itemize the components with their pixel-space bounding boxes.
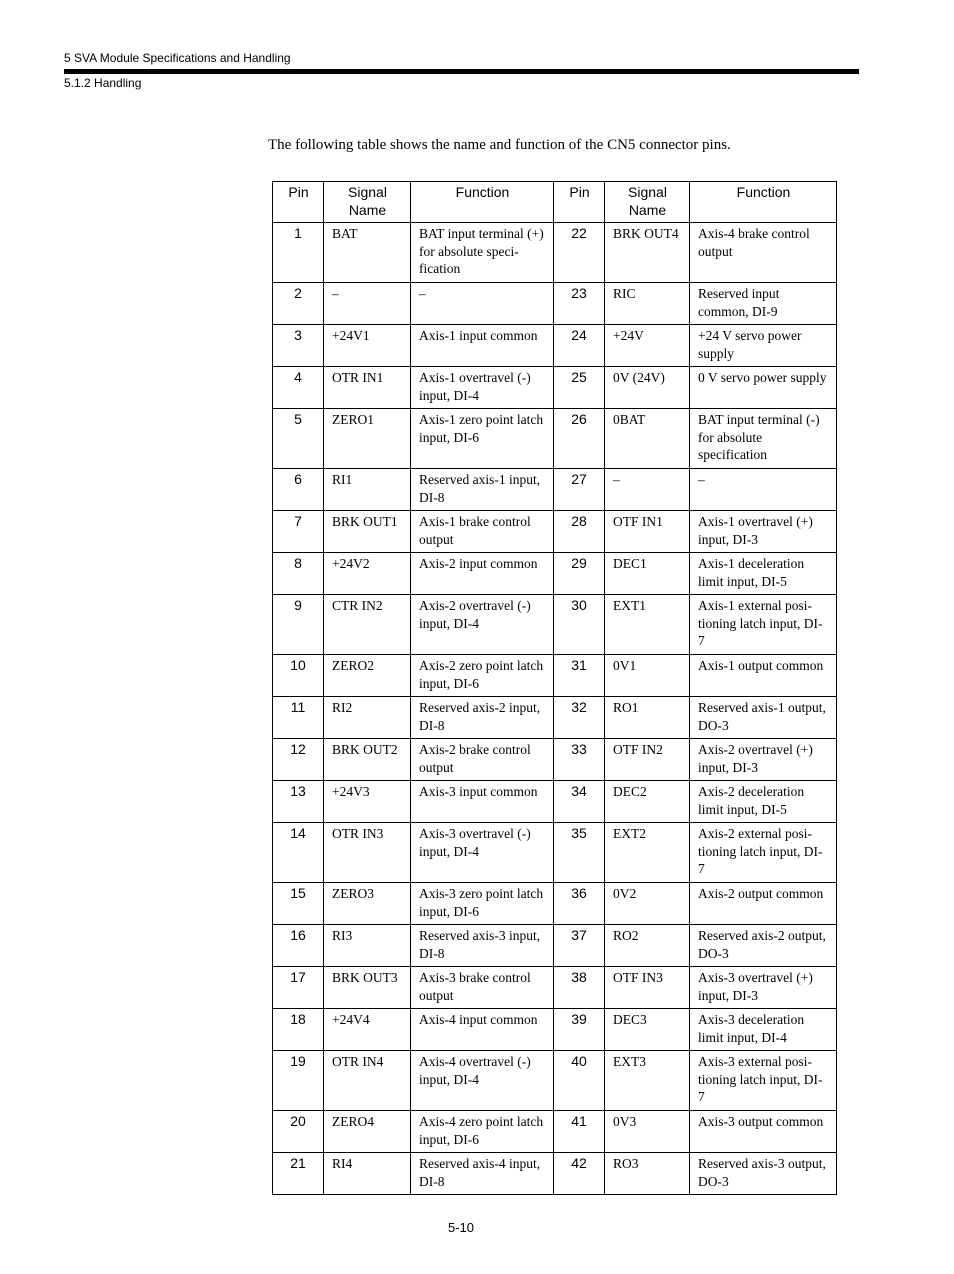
col-header-signal-name: Signal Name — [324, 182, 411, 223]
pin-cell: 39 — [554, 1009, 605, 1051]
table-row — [273, 595, 837, 655]
pin-cell: 11 — [273, 697, 324, 739]
pin-cell: 25 — [554, 367, 605, 409]
pin-cell: 15 — [273, 883, 324, 925]
function-cell: Reserved axis-2 output, DO-3 — [690, 925, 837, 967]
signal-name-cell: RO2 — [605, 925, 690, 967]
table-row — [273, 409, 837, 469]
col-header-pin: Pin — [554, 182, 605, 223]
function-cell: Axis-2 output common — [690, 883, 837, 925]
pin-cell: 12 — [273, 739, 324, 781]
signal-name-cell: ZERO4 — [324, 1111, 411, 1153]
function-cell: Axis-1 zero point latch input, DI-6 — [411, 409, 554, 469]
function-cell: Axis-4 overtravel (-) input, DI-4 — [411, 1051, 554, 1111]
signal-name-cell: +24V3 — [324, 781, 411, 823]
col-header-signal-name: Signal Name — [605, 182, 690, 223]
pin-cell: 13 — [273, 781, 324, 823]
table-row — [273, 1051, 837, 1111]
signal-name-cell: +24V1 — [324, 325, 411, 367]
function-cell: Reserved axis-1 output, DO-3 — [690, 697, 837, 739]
table-row — [273, 883, 837, 925]
signal-name-cell: OTF IN3 — [605, 967, 690, 1009]
function-cell: Axis-2 overtravel (-) input, DI-4 — [411, 595, 554, 655]
pin-cell: 19 — [273, 1051, 324, 1111]
function-cell: Axis-4 brake control output — [690, 223, 837, 283]
pin-cell: 36 — [554, 883, 605, 925]
function-cell: Axis-1 output common — [690, 655, 837, 697]
col-header-function: Function — [411, 182, 554, 223]
table-row — [273, 553, 837, 595]
pin-cell: 22 — [554, 223, 605, 283]
signal-name-cell: +24V4 — [324, 1009, 411, 1051]
function-cell: Axis-2 external posi-tioning latch input, DI-7 — [690, 823, 837, 883]
table-row — [273, 967, 837, 1009]
signal-name-cell: RI3 — [324, 925, 411, 967]
signal-name-cell: 0BAT — [605, 409, 690, 469]
function-cell: Axis-3 overtravel (+) input, DI-3 — [690, 967, 837, 1009]
signal-name-cell: +24V — [605, 325, 690, 367]
table-row — [273, 697, 837, 739]
function-cell: Axis-3 brake control output — [411, 967, 554, 1009]
table-row — [273, 1111, 837, 1153]
table-row — [273, 511, 837, 553]
function-cell: Axis-3 deceleration limit input, DI-4 — [690, 1009, 837, 1051]
signal-name-cell: RI4 — [324, 1153, 411, 1195]
signal-name-cell: OTR IN3 — [324, 823, 411, 883]
function-cell: BAT input terminal (+) for absolute speci-fication — [411, 223, 554, 283]
signal-name-cell: +24V2 — [324, 553, 411, 595]
pin-cell: 18 — [273, 1009, 324, 1051]
table-row — [273, 781, 837, 823]
function-cell: Axis-2 brake control output — [411, 739, 554, 781]
pin-cell: 5 — [273, 409, 324, 469]
pin-cell: 32 — [554, 697, 605, 739]
function-cell: Axis-4 zero point latch input, DI-6 — [411, 1111, 554, 1153]
function-cell: Reserved axis-3 input, DI-8 — [411, 925, 554, 967]
pin-cell: 42 — [554, 1153, 605, 1195]
signal-name-cell: OTR IN1 — [324, 367, 411, 409]
chapter-header: 5 SVA Module Specifications and Handling — [64, 51, 291, 65]
table-row — [273, 1009, 837, 1051]
pin-cell: 34 — [554, 781, 605, 823]
signal-name-cell: EXT1 — [605, 595, 690, 655]
signal-name-cell: 0V (24V) — [605, 367, 690, 409]
table-body — [273, 223, 837, 1195]
signal-name-cell: – — [605, 469, 690, 511]
pin-cell: 31 — [554, 655, 605, 697]
pin-cell: 1 — [273, 223, 324, 283]
signal-name-cell: RIC — [605, 283, 690, 325]
pin-cell: 30 — [554, 595, 605, 655]
col-header-function: Function — [690, 182, 837, 223]
pin-cell: 40 — [554, 1051, 605, 1111]
pin-cell: 20 — [273, 1111, 324, 1153]
table-row — [273, 223, 837, 283]
signal-name-cell: EXT2 — [605, 823, 690, 883]
function-cell: Axis-1 overtravel (+) input, DI-3 — [690, 511, 837, 553]
signal-name-cell: DEC3 — [605, 1009, 690, 1051]
signal-name-cell: ZERO1 — [324, 409, 411, 469]
function-cell: Reserved axis-1 input, DI-8 — [411, 469, 554, 511]
table-row — [273, 655, 837, 697]
pin-cell: 2 — [273, 283, 324, 325]
function-cell: Axis-1 overtravel (-) input, DI-4 — [411, 367, 554, 409]
pin-cell: 14 — [273, 823, 324, 883]
signal-name-cell: BRK OUT1 — [324, 511, 411, 553]
table-row — [273, 469, 837, 511]
function-cell: Reserved axis-2 input, DI-8 — [411, 697, 554, 739]
signal-name-cell: DEC2 — [605, 781, 690, 823]
pin-cell: 41 — [554, 1111, 605, 1153]
function-cell: Axis-3 overtravel (-) input, DI-4 — [411, 823, 554, 883]
pin-cell: 38 — [554, 967, 605, 1009]
pin-cell: 37 — [554, 925, 605, 967]
pin-cell: 26 — [554, 409, 605, 469]
signal-name-cell: ZERO3 — [324, 883, 411, 925]
pin-cell: 24 — [554, 325, 605, 367]
signal-name-cell: 0V1 — [605, 655, 690, 697]
pin-cell: 9 — [273, 595, 324, 655]
pin-cell: 33 — [554, 739, 605, 781]
pin-cell: 3 — [273, 325, 324, 367]
signal-name-cell: OTR IN4 — [324, 1051, 411, 1111]
table-row — [273, 367, 837, 409]
table-row — [273, 283, 837, 325]
function-cell: Reserved input common, DI-9 — [690, 283, 837, 325]
function-cell: Axis-2 deceleration limit input, DI-5 — [690, 781, 837, 823]
pin-cell: 4 — [273, 367, 324, 409]
table-row — [273, 325, 837, 367]
function-cell: Axis-1 input common — [411, 325, 554, 367]
pin-cell: 10 — [273, 655, 324, 697]
signal-name-cell: OTF IN1 — [605, 511, 690, 553]
signal-name-cell: RO1 — [605, 697, 690, 739]
function-cell: Axis-4 input common — [411, 1009, 554, 1051]
pin-cell: 16 — [273, 925, 324, 967]
function-cell: Axis-3 zero point latch input, DI-6 — [411, 883, 554, 925]
pin-cell: 29 — [554, 553, 605, 595]
pin-cell: 35 — [554, 823, 605, 883]
function-cell: – — [411, 283, 554, 325]
function-cell: Axis-1 deceleration limit input, DI-5 — [690, 553, 837, 595]
signal-name-cell: BAT — [324, 223, 411, 283]
function-cell: Reserved axis-4 input, DI-8 — [411, 1153, 554, 1195]
signal-name-cell: EXT3 — [605, 1051, 690, 1111]
function-cell: 0 V servo power supply — [690, 367, 837, 409]
pin-cell: 7 — [273, 511, 324, 553]
signal-name-cell: DEC1 — [605, 553, 690, 595]
signal-name-cell: ZERO2 — [324, 655, 411, 697]
function-cell: Axis-2 input common — [411, 553, 554, 595]
function-cell: Axis-3 input common — [411, 781, 554, 823]
signal-name-cell: OTF IN2 — [605, 739, 690, 781]
table-row — [273, 1153, 837, 1195]
signal-name-cell: BRK OUT2 — [324, 739, 411, 781]
pin-cell: 6 — [273, 469, 324, 511]
function-cell: Axis-2 overtravel (+) input, DI-3 — [690, 739, 837, 781]
signal-name-cell: 0V2 — [605, 883, 690, 925]
col-header-pin: Pin — [273, 182, 324, 223]
signal-name-cell: 0V3 — [605, 1111, 690, 1153]
intro-text: The following table shows the name and function of the CN5 connector pins. — [268, 137, 731, 153]
signal-name-cell: BRK OUT3 — [324, 967, 411, 1009]
header-rule — [64, 69, 859, 74]
function-cell: +24 V servo power supply — [690, 325, 837, 367]
signal-name-cell: RI1 — [324, 469, 411, 511]
cn5-pin-table — [272, 181, 837, 1195]
function-cell: Reserved axis-3 output, DO-3 — [690, 1153, 837, 1195]
pin-cell: 21 — [273, 1153, 324, 1195]
page-number: 5-10 — [448, 1220, 475, 1235]
pin-cell: 23 — [554, 283, 605, 325]
signal-name-cell: RO3 — [605, 1153, 690, 1195]
section-header: 5.1.2 Handling — [64, 76, 142, 90]
function-cell: Axis-1 brake control output — [411, 511, 554, 553]
function-cell: Axis-2 zero point latch input, DI-6 — [411, 655, 554, 697]
function-cell: Axis-3 external posi-tioning latch input, DI-7 — [690, 1051, 837, 1111]
function-cell: Axis-3 output common — [690, 1111, 837, 1153]
function-cell: Axis-1 external posi-tioning latch input, DI-7 — [690, 595, 837, 655]
signal-name-cell: – — [324, 283, 411, 325]
signal-name-cell: CTR IN2 — [324, 595, 411, 655]
pin-cell: 17 — [273, 967, 324, 1009]
signal-name-cell: RI2 — [324, 697, 411, 739]
signal-name-cell: BRK OUT4 — [605, 223, 690, 283]
function-cell: – — [690, 469, 837, 511]
table-row — [273, 823, 837, 883]
pin-cell: 27 — [554, 469, 605, 511]
pin-cell: 28 — [554, 511, 605, 553]
table-row — [273, 739, 837, 781]
function-cell: BAT input terminal (-) for absolute specification — [690, 409, 837, 469]
pin-cell: 8 — [273, 553, 324, 595]
table-header-row — [273, 182, 837, 223]
table-row — [273, 925, 837, 967]
